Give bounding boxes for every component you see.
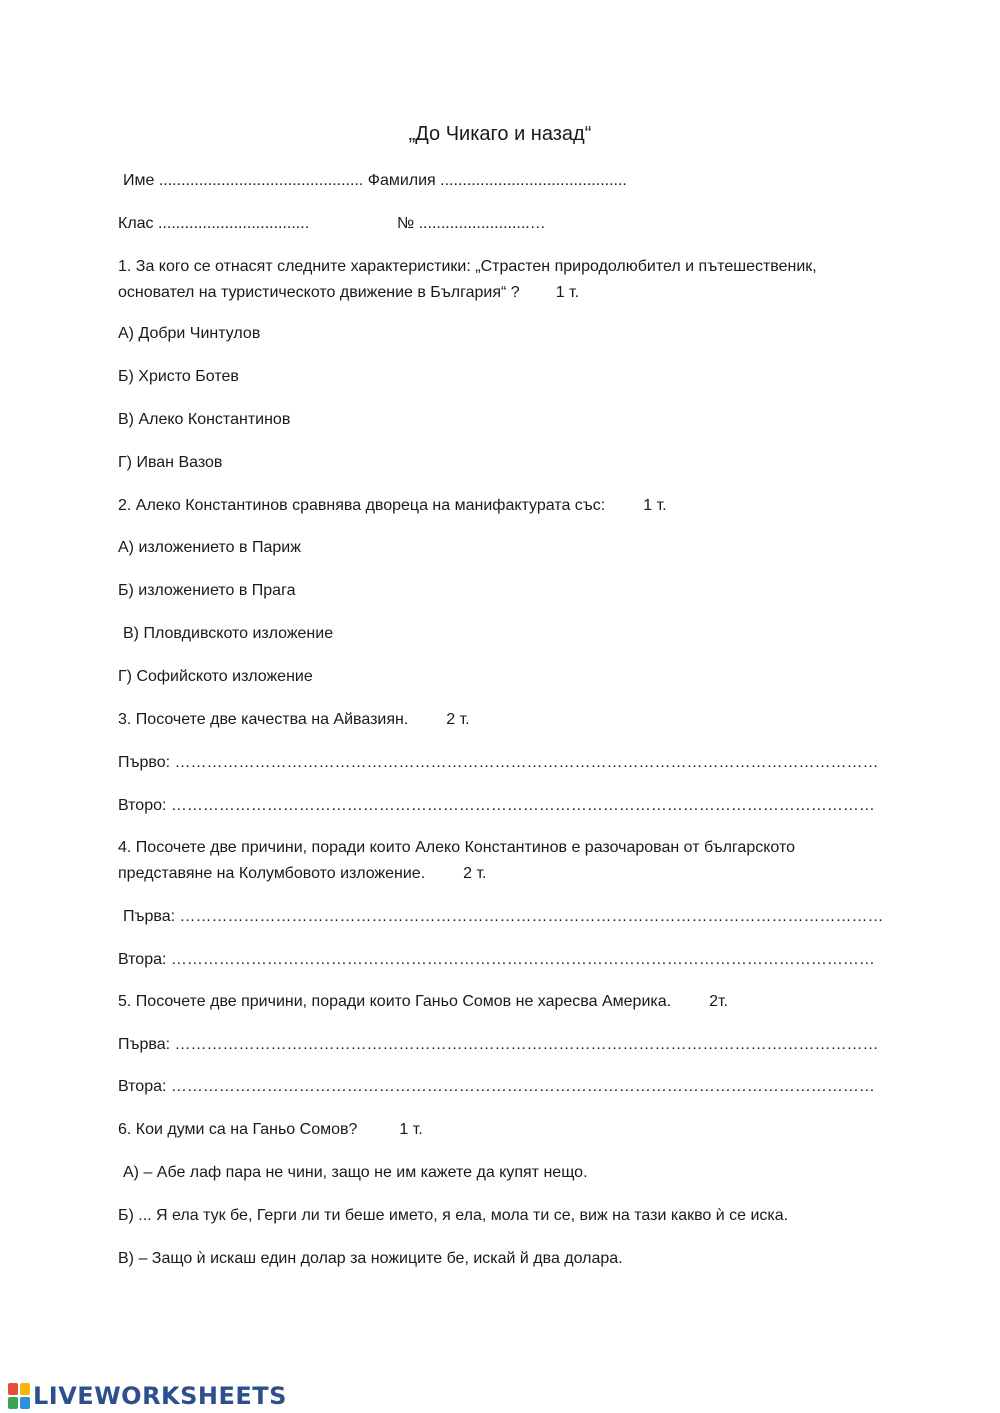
- question-6-line: [118, 1120, 423, 1140]
- question-2-points: 1 т.: [643, 497, 667, 514]
- question-1-points: 1 т.: [555, 284, 580, 301]
- question-3-points: 2 т.: [446, 711, 470, 728]
- question-3-line: [118, 710, 470, 730]
- question-4-answer-2: Втора: ……………………………………………………………………………………………………………………: [118, 951, 875, 968]
- logo-tile-blue: [20, 1397, 30, 1409]
- question-5-line: [118, 992, 728, 1012]
- question-3-answer-2: Второ: ……………………………………………………………………………………………………………………: [118, 797, 875, 814]
- question-1-text: основател на туристическото движение в България“ ?: [118, 284, 520, 301]
- question-4-line-2: [118, 864, 487, 884]
- question-4-line-1: 4. Посочете две причини, поради които Алеко Константинов е разочарован от българското: [118, 839, 795, 856]
- question-4-answer-1: Първа: ……………………………………………………………………………………………………………………: [123, 908, 884, 925]
- question-6-points: 1 т.: [399, 1121, 423, 1138]
- question-2-line: [118, 496, 667, 516]
- question-1-line-1: 1. За кого се отнасят следните характеристики: „Страстен природолюбител и пътешественик,: [118, 258, 817, 275]
- liveworksheets-logo[interactable]: [8, 1381, 287, 1411]
- question-6-option-b: Б) ... Я ела тук бе, Герги ли ти беше името, я ела, мола ти се, виж на тази какво ѝ се иска.: [118, 1207, 789, 1224]
- question-3-text: 3. Посочете две качества на Айвазиян.: [118, 711, 409, 728]
- logo-tile-red: [8, 1383, 18, 1395]
- question-1-option-b: Б) Христо Ботев: [118, 368, 239, 385]
- question-5-answer-1: Първа: ……………………………………………………………………………………………………………………: [118, 1036, 879, 1053]
- number-line: № .........................…: [397, 215, 546, 232]
- question-2-option-c: В) Пловдивското изложение: [123, 625, 334, 642]
- question-4-text: представяне на Колумбовото изложение.: [118, 865, 426, 882]
- logo-tile-green: [8, 1397, 18, 1409]
- question-5-text: 5. Посочете две причини, поради които Ганьо Сомов не харесва Америка.: [118, 993, 672, 1010]
- question-6-text: 6. Кои думи са на Ганьо Сомов?: [118, 1121, 358, 1138]
- question-6-option-c: В) – Защо ѝ искаш един долар за ножиците бе, искай й два долара.: [118, 1250, 623, 1267]
- question-5-answer-2: Втора: ……………………………………………………………………………………………………………………: [118, 1078, 875, 1095]
- question-1-option-a: А) Добри Чинтулов: [118, 325, 261, 342]
- liveworksheets-logo-icon: [8, 1383, 30, 1409]
- question-2-option-a: А) изложението в Париж: [118, 539, 301, 556]
- question-2-option-b: Б) изложението в Прага: [118, 582, 296, 599]
- question-1-option-c: В) Алеко Константинов: [118, 411, 291, 428]
- worksheet-title: „До Чикаго и назад“: [408, 123, 592, 145]
- question-1-option-d: Г) Иван Вазов: [118, 454, 223, 471]
- name-surname-line: Име .............................................. Фамилия ..........................................: [123, 172, 627, 189]
- logo-text: LIVEWORKSHEETS: [33, 1382, 287, 1410]
- question-2-option-d: Г) Софийското изложение: [118, 668, 313, 685]
- class-line: Клас ..................................: [118, 215, 310, 232]
- question-4-points: 2 т.: [463, 865, 487, 882]
- question-1-line-2: [118, 283, 579, 303]
- question-6-option-a: А) – Абе лаф пара не чини, защо не им кажете да купят нещо.: [123, 1164, 588, 1181]
- question-2-text: 2. Алеко Константинов сравнява двореца на манифактурата със:: [118, 497, 606, 514]
- question-3-answer-1: Първо: ……………………………………………………………………………………………………………………: [118, 754, 879, 771]
- question-5-points: 2т.: [709, 993, 728, 1010]
- logo-tile-yellow: [20, 1383, 30, 1395]
